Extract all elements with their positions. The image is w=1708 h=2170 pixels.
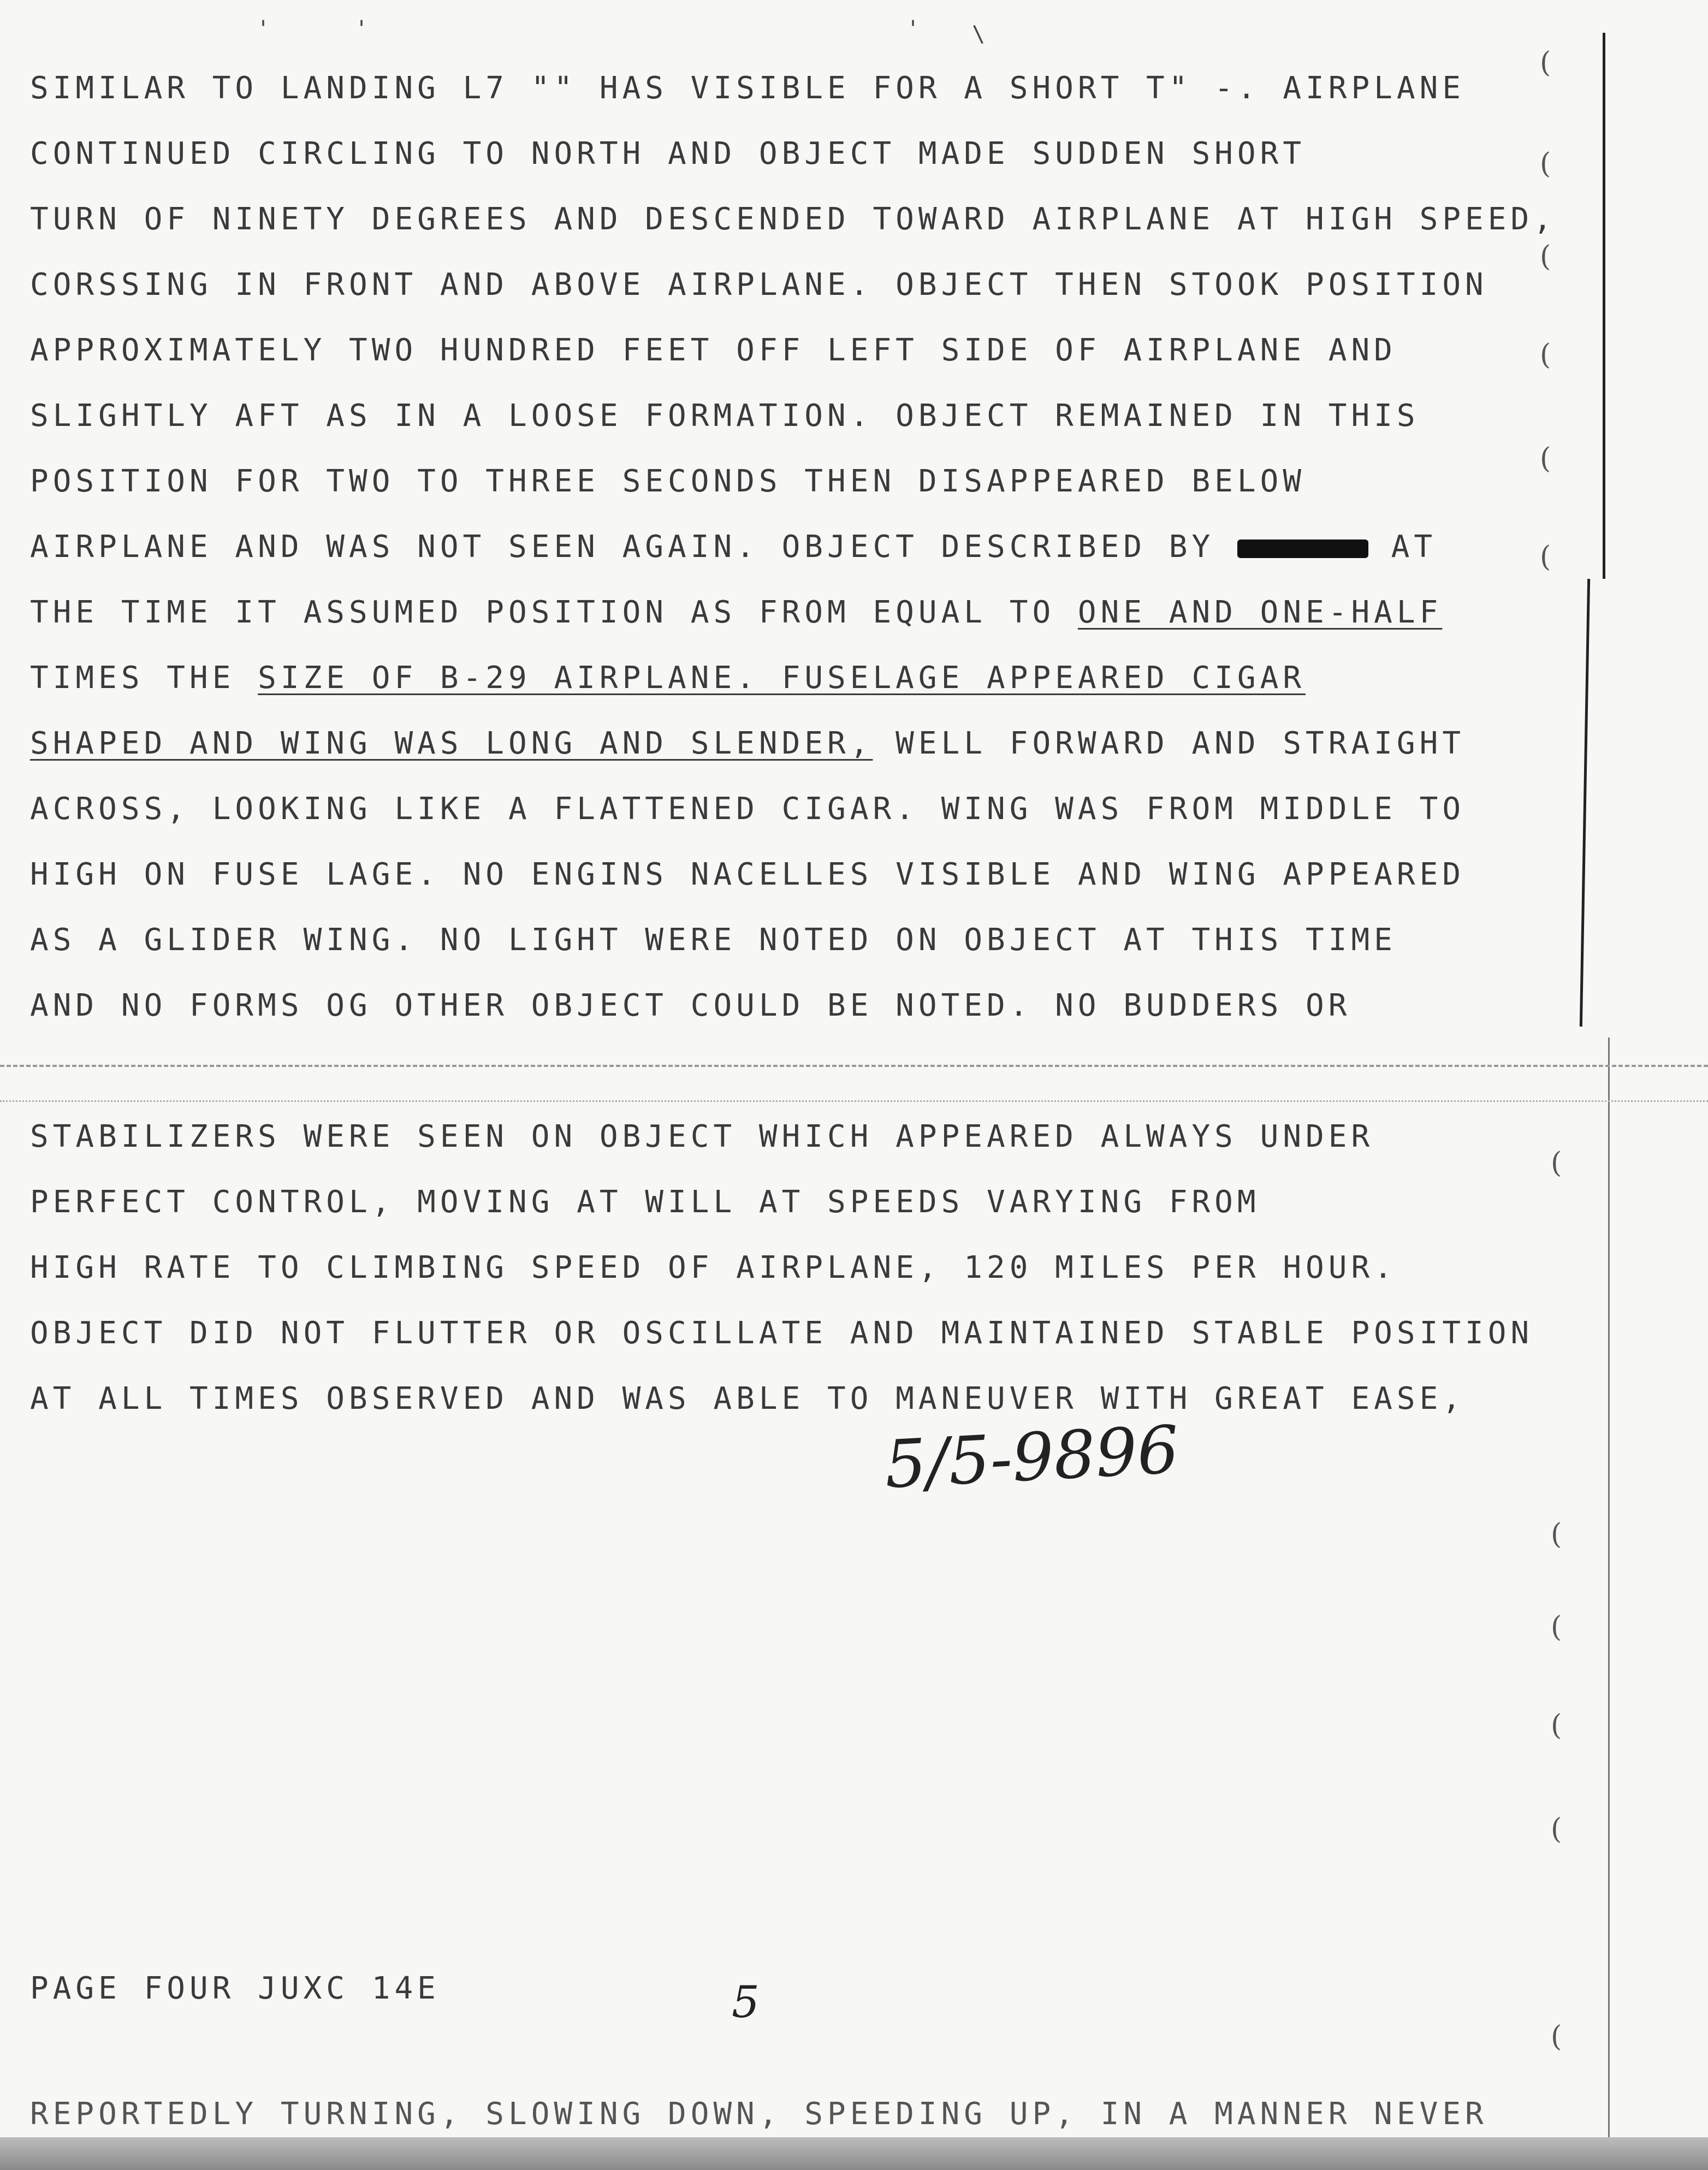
- text-segment: AT: [1391, 529, 1437, 565]
- margin-tick: (: [1540, 46, 1551, 79]
- margin-tick: (: [1540, 240, 1551, 273]
- text-line: CONTINUED CIRCLING TO NORTH AND OBJECT MADE SUDDEN SHORT: [30, 136, 1306, 171]
- text-line: HIGH RATE TO CLIMBING SPEED OF AIRPLANE, 120 MILES PER HOUR.: [30, 1250, 1397, 1285]
- margin-tick: (: [1551, 2020, 1562, 2053]
- redaction-bar: [1237, 539, 1368, 558]
- right-margin-rule-lower: [1580, 579, 1590, 1027]
- text-segment: WELL FORWARD AND STRAIGHT: [895, 726, 1466, 761]
- margin-tick: (: [1551, 1518, 1562, 1551]
- page-break-divider: [0, 1100, 1708, 1102]
- underlined-text: SHAPED AND WING WAS LONG AND SLENDER,: [30, 726, 873, 761]
- text-line: APPROXIMATELY TWO HUNDRED FEET OFF LEFT SIDE OF AIRPLANE AND: [30, 333, 1397, 368]
- text-line: [30, 661, 1306, 696]
- underlined-text: ONE AND ONE-HALF: [1077, 595, 1443, 630]
- handwritten-file-number: 5/5-9896: [882, 1412, 1181, 1504]
- text-line: OBJECT DID NOT FLUTTER OR OSCILLATE AND MAINTAINED STABLE POSITION: [30, 1315, 1534, 1351]
- margin-tick: (: [1540, 339, 1551, 371]
- top-tick-mark: ': [355, 16, 369, 41]
- text-line: SLIGHTLY AFT AS IN A LOOSE FORMATION. OBJECT REMAINED IN THIS: [30, 398, 1420, 434]
- text-line: AS A GLIDER WING. NO LIGHT WERE NOTED ON OBJECT AT THIS TIME: [30, 922, 1397, 958]
- right-margin-rule-faint: [1608, 1037, 1610, 2151]
- top-tick-mark: \: [972, 22, 986, 47]
- text-line: AND NO FORMS OG OTHER OBJECT COULD BE NOTED. NO BUDDERS OR: [30, 988, 1351, 1023]
- text-line: [30, 530, 1437, 565]
- margin-tick: (: [1551, 1147, 1562, 1179]
- text-line: STABILIZERS WERE SEEN ON OBJECT WHICH APPEARED ALWAYS UNDER: [30, 1119, 1374, 1154]
- text-line: PERFECT CONTROL, MOVING AT WILL AT SPEEDS VARYING FROM: [30, 1184, 1260, 1220]
- margin-tick: (: [1540, 541, 1551, 573]
- text-line: [30, 595, 1442, 630]
- text-line: ACROSS, LOOKING LIKE A FLATTENED CIGAR. WING WAS FROM MIDDLE TO: [30, 791, 1466, 827]
- text-segment: AIRPLANE AND WAS NOT SEEN AGAIN. OBJECT DESCRIBED BY: [30, 529, 1215, 565]
- margin-tick: (: [1540, 442, 1551, 475]
- margin-tick: (: [1551, 1709, 1562, 1742]
- margin-tick: (: [1540, 147, 1551, 180]
- underlined-text: SIZE OF B-29 AIRPLANE. FUSELAGE APPEARED CIGAR: [258, 660, 1306, 696]
- text-segment: THE TIME IT ASSUMED POSITION AS FROM EQUAL TO: [30, 595, 1055, 630]
- text-segment: TIMES THE: [30, 660, 235, 696]
- text-line-partial: REPORTEDLY TURNING, SLOWING DOWN, SPEEDING UP, IN A MANNER NEVER: [30, 2096, 1488, 2132]
- handwritten-page-mark: 5: [732, 1977, 760, 2027]
- text-line: [30, 726, 1465, 761]
- text-line: AT ALL TIMES OBSERVED AND WAS ABLE TO MANEUVER WITH GREAT EASE,: [30, 1381, 1466, 1416]
- margin-tick: (: [1551, 1611, 1562, 1644]
- margin-tick: (: [1551, 1813, 1562, 1846]
- right-margin-rule: [1603, 33, 1605, 579]
- text-line: POSITION FOR TWO TO THREE SECONDS THEN DISAPPEARED BELOW: [30, 464, 1306, 499]
- page-header-line: PAGE FOUR JUXC 14E: [30, 1971, 440, 2006]
- top-tick-mark: ': [257, 16, 270, 41]
- text-line: TURN OF NINETY DEGREES AND DESCENDED TOWARD AIRPLANE AT HIGH SPEED,: [30, 201, 1556, 237]
- text-line: HIGH ON FUSE LAGE. NO ENGINS NACELLES VISIBLE AND WING APPEARED: [30, 857, 1466, 892]
- scan-bottom-edge: [0, 2137, 1708, 2170]
- top-tick-mark: ': [906, 16, 920, 41]
- text-line: CORSSING IN FRONT AND ABOVE AIRPLANE. OBJECT THEN STOOK POSITION: [30, 267, 1488, 303]
- text-line: SIMILAR TO LANDING L7 "" HAS VISIBLE FOR A SHORT T" -. AIRPLANE: [30, 70, 1466, 106]
- page-break-divider: [0, 1065, 1708, 1067]
